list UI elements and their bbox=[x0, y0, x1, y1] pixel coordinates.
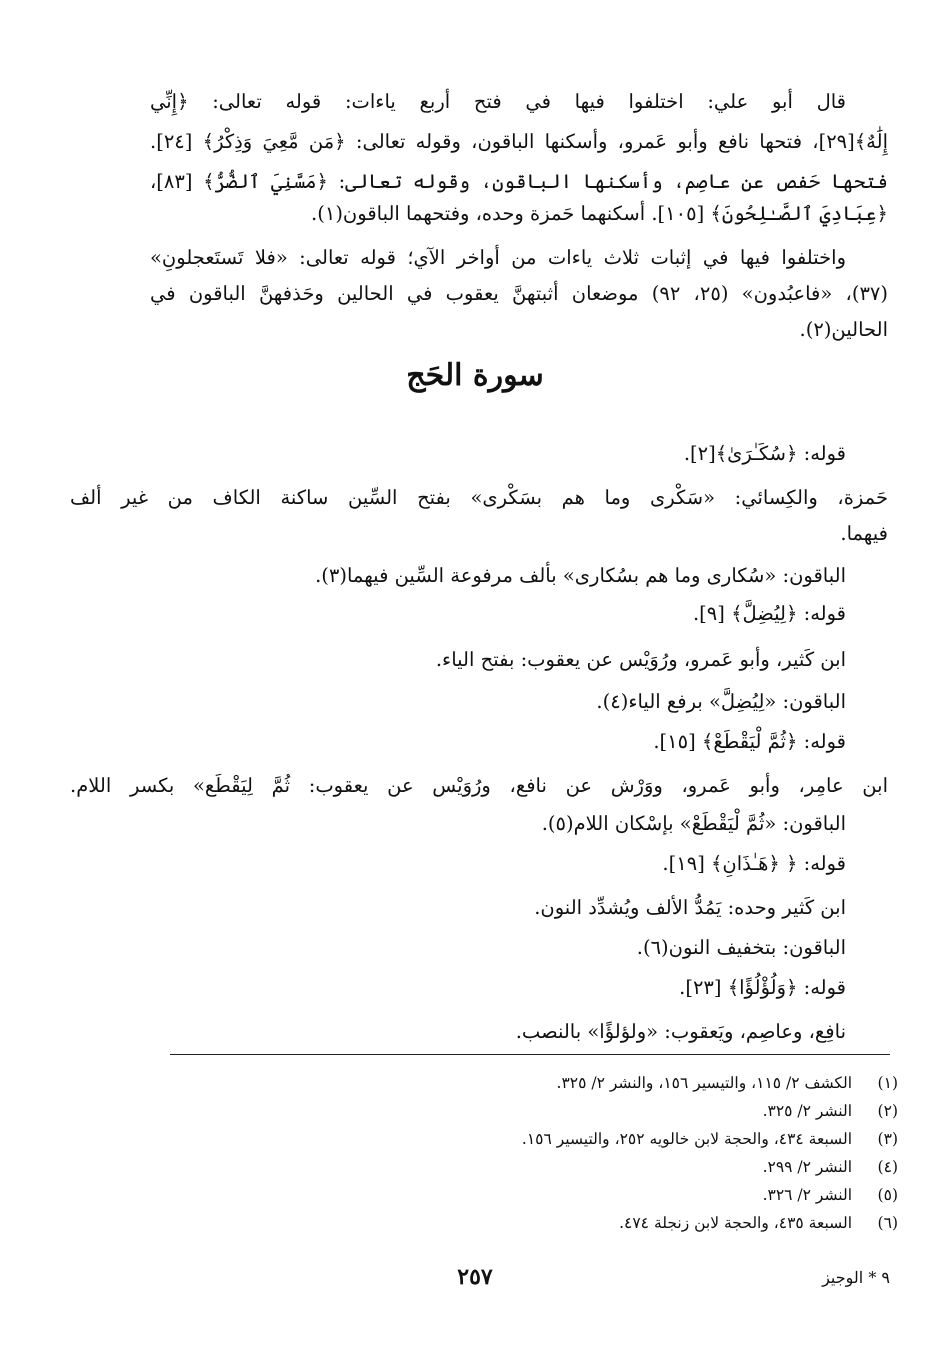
body-line: ابن عامِر، وأبو عَمرو، ووَرْش عن نافع، ورُوَيْس عن يعقوب: ثُمَّ لِيَقْطَع» بكسر اللام. bbox=[70, 774, 889, 797]
footnote-number: (٤) bbox=[877, 1158, 898, 1176]
footnote bbox=[120, 1210, 898, 1237]
body-line: حَمزة، والكِسائي: «سَكْرى وما هم بسَكْرى» بفتح السِّين ساكنة الكاف من غير ألف bbox=[70, 486, 888, 509]
body-line: ابن كَثير وحده: يَمُدُّ الألف ويُشدِّد النون. bbox=[534, 896, 846, 919]
footnote-text: الكشف ٢/ ١١٥، والتيسير ١٥٦، والنشر ٢/ ٣٢٥. bbox=[556, 1074, 852, 1092]
body-line: قوله: ﴿ثُمَّ لْيَقْطَعْ﴾ [١٥]. bbox=[653, 730, 846, 753]
body-line: الباقون: «لِيُضِلَّ» برفع الياء(٤). bbox=[596, 690, 846, 713]
footnote-number: (٥) bbox=[877, 1186, 898, 1204]
printer-signature: ٩ ‌* الوجيز bbox=[822, 1268, 890, 1287]
body-line: فيهما. bbox=[840, 522, 888, 545]
body-line: قوله: ﴿ ﴿هَـٰذَانِ﴾ [١٩]. bbox=[662, 852, 846, 875]
body-line: الباقون: بتخفيف النون(٦). bbox=[636, 936, 846, 959]
footnote-text: السبعة ٤٣٥، والحجة لابن زنجلة ٤٧٤. bbox=[619, 1214, 852, 1232]
page-number: ٢٥٧ bbox=[457, 1264, 493, 1290]
footnote bbox=[120, 1098, 898, 1125]
body-line: الباقون: «ثُمَّ لْيَقْطَعْ» بإسْكان اللام(٥). bbox=[541, 812, 846, 835]
footnote bbox=[120, 1126, 898, 1153]
paragraph-line: (٣٧)، «فاعبُدون» (٢٥، ٩٢) موضعان أثبتهنَّ يعقوب في الحالين وحَذفهنَّ الباقون في bbox=[150, 282, 888, 305]
footnote-number: (١) bbox=[877, 1074, 898, 1092]
footnote-number: (٣) bbox=[877, 1130, 898, 1148]
footnote bbox=[120, 1182, 898, 1209]
body-line: الباقون: «سُكارى وما هم بسُكارى» بألف مرفوعة السِّين فيهما(٣). bbox=[315, 564, 846, 587]
footnote bbox=[120, 1154, 898, 1181]
body-line: قوله: ﴿لِيُضِلَّ﴾ [٩]. bbox=[692, 602, 846, 625]
body-line: قوله: ﴿وَلُؤْلُؤًا﴾ [٢٣]. bbox=[679, 976, 846, 999]
footnote-number: (٢) bbox=[877, 1102, 898, 1120]
body-line: قوله: ﴿سُكَـٰرَىٰ﴾[٢]. bbox=[683, 442, 846, 465]
footnote-separator bbox=[170, 1054, 890, 1055]
surah-title: سورة الحَج bbox=[406, 358, 544, 393]
paragraph-line: فتحها حَفص عن عاصِم، وأسكنها الباقون، وقوله تعالى: ﴿مَسَّنِيَ ٱلضُّرُّ﴾ [٨٣]، bbox=[150, 170, 888, 193]
footnote bbox=[120, 1070, 898, 1097]
paragraph-line: إِلَٰهٌ﴾[٢٩]، فتحها نافع وأبو عَمرو، وأسكنها الباقون، وقوله تعالى: ﴿مَن مَّعِيَ وَذِكْرُ﴾ [٢٤]. bbox=[150, 130, 888, 153]
paragraph-line: واختلفوا فيها في إثبات ثلاث ياءات من أواخر الآي؛ قوله تعالى: «فلا تَستَعجلونِ» bbox=[150, 246, 846, 269]
paragraph-line: ﴿عِبَادِيَ ٱلصَّـٰلِحُونَ﴾ [١٠٥]. أسكنهما حَمزة وحده، وفتحهما الباقون(١). bbox=[311, 202, 888, 225]
paragraph-line: قال أبو علي: اختلفوا فيها في فتح أربع ياءات: قوله تعالى: ﴿إِنِّي bbox=[150, 90, 846, 113]
footnote-number: (٦) bbox=[877, 1214, 898, 1232]
footnote-text: النشر ٢/ ٣٢٦. bbox=[762, 1186, 852, 1204]
paragraph-line: الحالين(٢). bbox=[799, 318, 888, 341]
footnote-text: السبعة ٤٣٤، والحجة لابن خالويه ٢٥٢، والتيسير ١٥٦. bbox=[521, 1130, 852, 1148]
body-line: نافِع، وعاصِم، ويَعقوب: «ولؤلؤًا» بالنصب. bbox=[515, 1020, 846, 1043]
footnote-text: النشر ٢/ ٢٩٩. bbox=[762, 1158, 852, 1176]
body-line: ابن كَثير، وأبو عَمرو، ورُوَيْس عن يعقوب: بفتح الياء. bbox=[435, 648, 846, 671]
footnote-text: النشر ٢/ ٣٢٥. bbox=[762, 1102, 852, 1120]
